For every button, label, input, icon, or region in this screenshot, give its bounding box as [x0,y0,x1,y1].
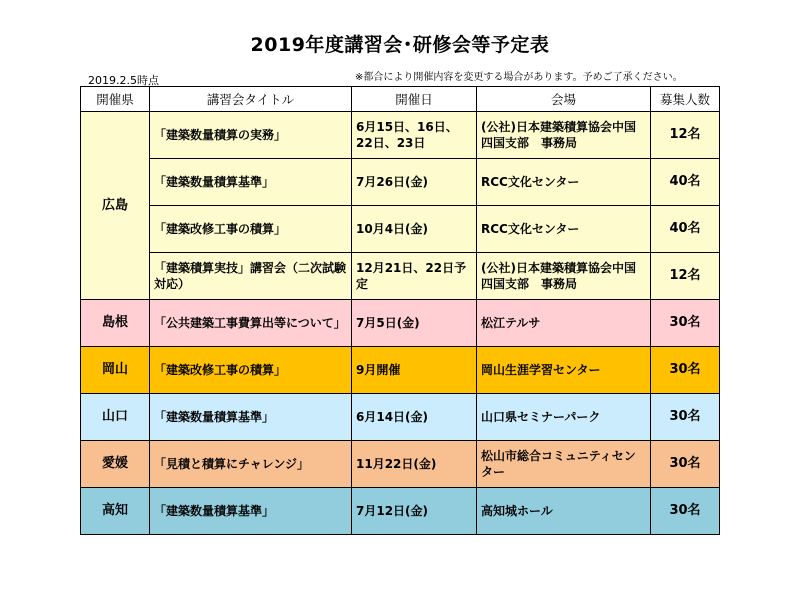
date-cell: 12月21日、22日予定 [352,253,477,300]
course-title-cell: 「建築積算実技」講習会（二次試験対応） [150,253,352,300]
as-of-date: 2019.2.5時点 [88,74,159,87]
venue-cell: 岡山生涯学習センター [477,347,651,394]
capacity-cell: 40名 [651,159,720,206]
table-row [81,488,720,535]
capacity-cell: 30名 [651,347,720,394]
date-cell: 6月15日、16日、22日、23日 [352,112,477,159]
header-course-title: 講習会タイトル [150,87,352,112]
table-row [81,159,720,206]
capacity-cell: 30名 [651,441,720,488]
date-cell: 9月開催 [352,347,477,394]
venue-cell: 高知城ホール [477,488,651,535]
venue-cell: RCC文化センター [477,159,651,206]
table-row [81,253,720,300]
prefecture-cell: 広島 [81,112,150,300]
header-venue: 会場 [477,87,651,112]
date-cell: 6月14日(金) [352,394,477,441]
table-row [81,441,720,488]
table-row [81,394,720,441]
capacity-cell: 12名 [651,112,720,159]
header-capacity: 募集人数 [651,87,720,112]
capacity-cell: 30名 [651,394,720,441]
date-cell: 11月22日(金) [352,441,477,488]
capacity-cell: 30名 [651,488,720,535]
venue-cell: (公社)日本建築積算協会中国四国支部 事務局 [477,253,651,300]
prefecture-cell: 愛媛 [81,441,150,488]
table-row [81,206,720,253]
table-row [81,112,720,159]
header-prefecture: 開催県 [81,87,150,112]
table-row [81,300,720,347]
prefecture-cell: 島根 [81,300,150,347]
course-title-cell: 「建築数量積算の実務」 [150,112,352,159]
date-cell: 10月4日(金) [352,206,477,253]
capacity-cell: 30名 [651,300,720,347]
prefecture-cell: 岡山 [81,347,150,394]
venue-cell: 山口県セミナーパーク [477,394,651,441]
course-title-cell: 「建築数量積算基準」 [150,488,352,535]
capacity-cell: 40名 [651,206,720,253]
header-date: 開催日 [352,87,477,112]
venue-cell: RCC文化センター [477,206,651,253]
table-row [81,347,720,394]
course-title-cell: 「建築数量積算基準」 [150,394,352,441]
date-cell: 7月26日(金) [352,159,477,206]
capacity-cell: 12名 [651,253,720,300]
course-title-cell: 「見積と積算にチャレンジ」 [150,441,352,488]
schedule-table [80,86,720,535]
prefecture-cell: 高知 [81,488,150,535]
page-title: 2019年度講習会･研修会等予定表 [250,34,550,56]
date-cell: 7月5日(金) [352,300,477,347]
date-cell: 7月12日(金) [352,488,477,535]
header-row [81,87,720,112]
course-title-cell: 「建築数量積算基準」 [150,159,352,206]
prefecture-cell: 山口 [81,394,150,441]
course-title-cell: 「建築改修工事の積算」 [150,347,352,394]
venue-cell: (公社)日本建築積算協会中国四国支部 事務局 [477,112,651,159]
course-title-cell: 「建築改修工事の積算」 [150,206,352,253]
venue-cell: 松江テルサ [477,300,651,347]
venue-cell: 松山市総合コミュニティセンター [477,441,651,488]
course-title-cell: 「公共建築工事費算出等について」 [150,300,352,347]
notice-text: ※都合により開催内容を変更する場合があります。予めご了承ください。 [355,72,683,83]
